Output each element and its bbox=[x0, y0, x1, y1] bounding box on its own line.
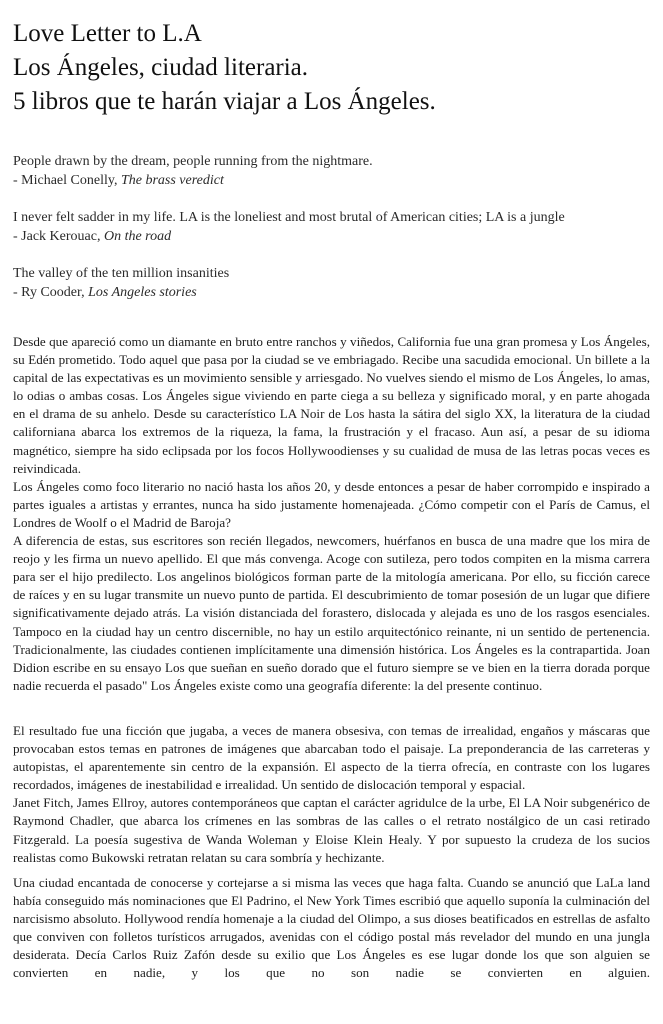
title-line-2: Los Ángeles, ciudad literaria. bbox=[13, 54, 309, 81]
quote-text: People drawn by the dream, people running from the nightmare. bbox=[13, 154, 373, 169]
quote-author: - Michael Conelly, bbox=[13, 173, 121, 188]
quote-text: I never felt sadder in my life. LA is the loneliest and most brutal of American cities; LA is a jungle bbox=[13, 210, 565, 225]
body-paragraph: Una ciudad encantada de conocerse y cortejarse a si misma las veces que haga falta. Cuando se anunció que LaLa land había conseguido más nominaciones que El Padrino, el New York Times escribió que aquello suponía la culminación del narcisismo absoluto. Hollywood rendía homenaje a la ciudad del Olimpo, a sus dioses beatificados en estrellas de asfalto que conviven con folletos turísticos arrugados, avenidas con el código postal más revelador del mundo en una jungla desiderata. Decía Carlos Ruiz Zafón desde su exilio que Los Ángeles es ese lugar donde los que son alguien se convierten en nadie, y los que no son nadie se convierten en alguien. bbox=[13, 875, 650, 981]
quote-work-title: Los Angeles stories bbox=[88, 285, 197, 300]
body-paragraph: A diferencia de estas, sus escritores son recién llegados, newcomers, huérfanos en busca de una madre que los mira de reojo y les firma un nuevo apellido. El que más convenga. Acoge con sutileza, pero todos compiten en la misma carrera para ser el hijo predilecto. Los angelinos biológicos forman parte de la mitología americana. Por ello, su ficción carece de raíces y en su lugar transmite un nuevo punto de partida. El descubrimiento de tomar posesión de un lugar que difiere significativamente dejado atrás. La visión distanciada del forastero, dislocada y alejada es uno de los rasgos esenciales. Tampoco en la ciudad hay un centro discernible, no hay un estilo arquitectónico reinante, ni un sentido de pertenencia. Tradicionalmente, las ciudades contienen implícitamente una dimensión histórica. Los Ángeles es la contrapartida. Joan Didion escribe en su ensayo Los que sueñan en sueño dorado que el futuro siempre se ve bien en la tierra dorada porque nadie recuerda el pasado" Los Ángeles existe como una geografía diferente: la del presente continuo. bbox=[13, 533, 650, 693]
quote-text: The valley of the ten million insanities bbox=[13, 266, 230, 281]
quote-item bbox=[13, 264, 653, 302]
quote-item bbox=[13, 152, 653, 190]
quote-attribution bbox=[13, 227, 653, 246]
body-section-1 bbox=[13, 333, 650, 695]
quote-attribution bbox=[13, 283, 653, 302]
title-line-3: 5 libros que te harán viajar a Los Ángeles. bbox=[13, 88, 436, 115]
body-paragraph: El resultado fue una ficción que jugaba, a veces de manera obsesiva, con temas de irrealidad, engaños y máscaras que provocaban estos temas en patrones de imágenes que abarcaban todo el paisaje. La preponderancia de las carreteras y autopistas, el aparentemente sin centro de la expansión. El aspecto de la tierra ofrecía, en contraste con los lugares recordados, imágenes de inestabilidad e irrealidad. Un sentido de dislocación temporal y espacial. bbox=[13, 723, 650, 793]
body-section-3 bbox=[13, 874, 650, 983]
title-line-1: Love Letter to L.A bbox=[13, 20, 202, 47]
body-paragraph: Janet Fitch, James Ellroy, autores contemporáneos que captan el carácter agridulce de la urbe, El LA Noir subgenérico de Raymond Chadler, que abarca los crímenes en las sombras de las calles o el retrato nostálgico de un casi retirado Fitzgerald. La poesía sugestiva de Wanda Woleman y Eloise Klein Healy. Y por supuesto la crudeza de los sucios realistas como Bukowski retratan relatan su cara sombría y hechizante. bbox=[13, 795, 650, 865]
epigraph-quotes bbox=[13, 152, 653, 320]
quote-attribution bbox=[13, 171, 653, 190]
quote-item bbox=[13, 208, 653, 246]
body-section-2 bbox=[13, 722, 650, 867]
quote-work-title: The brass veredict bbox=[120, 173, 224, 188]
body-paragraph: Desde que apareció como un diamante en bruto entre ranchos y viñedos, California fue una gran promesa y Los Ángeles, su Edén prometido. Todo aquel que pasa por la ciudad se ve embriagado. Recibe una sacudida emocional. Un billete a la capital de las expectativas es un movimiento sensible y arriesgado. No vuelves siendo el mismo de Los Ángeles, lo amas, lo odias o ambas cosas. Los Ángeles sigue viviendo en parte ciega a su belleza y significado moral, y en parte ahogada en el drama de su anhelo. Desde su característico LA Noir de Los hasta la sátira del siglo XX, la literatura de la ciudad californiana abarca los extremos de la riqueza, la fama, la frustración y el fracaso. Aun así, a pesar de su idioma magnético, siempre ha sido eclipsada por los focos Hollywoodienses y su cualidad de musa de las letras pocas veces es reivindicada. bbox=[13, 334, 650, 476]
body-paragraph: Los Ángeles como foco literario no nació hasta los años 20, y desde entonces a pesar de haber corrompido e inspirado a partes iguales a artistas y errantes, nunca ha sido justamente homenajeada. ¿Cómo competir con el París de Camus, el Londres de Woolf o el Madrid de Baroja? bbox=[13, 478, 650, 530]
quote-work-title: On the road bbox=[103, 229, 172, 244]
quote-author: - Ry Cooder, bbox=[13, 285, 89, 300]
article-title bbox=[13, 17, 653, 119]
quote-author: - Jack Kerouac, bbox=[13, 229, 104, 244]
